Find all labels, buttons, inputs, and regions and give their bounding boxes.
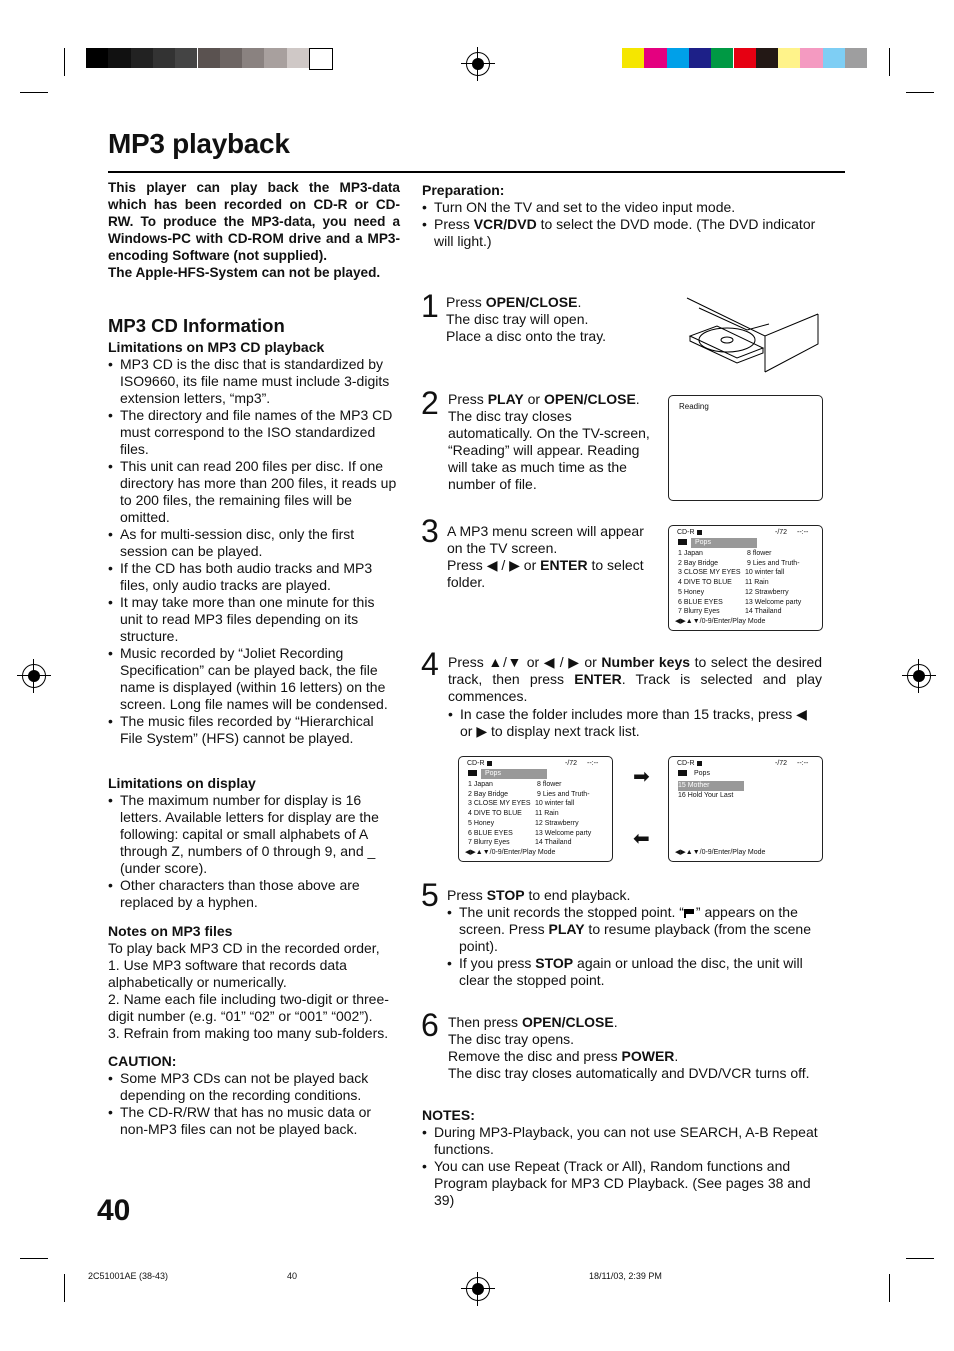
color-swatch — [287, 48, 309, 68]
color-swatch — [734, 48, 756, 68]
caution-list — [108, 1070, 400, 1138]
track-item: 8 flower — [747, 550, 772, 557]
color-swatch — [242, 48, 264, 68]
list-item: • The maximum number for display is 16 letters. Available letters for display are the following: capital or small alphabets of A through Z, numbers of 0 through 9, and _ (under score). — [108, 792, 400, 877]
folder-name: Pops — [694, 770, 710, 777]
track-count: -/72 — [565, 760, 578, 767]
screen-controls-hint: ◀▶▲▼/0-9/Enter/Play Mode — [675, 849, 766, 856]
caution — [108, 1053, 400, 1138]
disc-label: CD-R — [677, 529, 695, 536]
color-swatch — [264, 48, 286, 68]
list-item: 1. Use MP3 software that records data alphabetically or numerically. — [108, 957, 347, 990]
color-swatch — [778, 48, 800, 68]
color-swatch — [756, 48, 778, 68]
track-item: 4 DIVE TO BLUE — [678, 579, 732, 587]
registration-target-icon — [466, 1277, 490, 1301]
crop-mark — [889, 48, 890, 76]
tv-screen-reading — [668, 395, 823, 501]
crop-mark — [64, 1274, 65, 1302]
notes-mp3-heading: Notes on MP3 files — [108, 923, 233, 939]
crop-mark — [20, 1258, 48, 1259]
track-item: 11 Rain — [745, 579, 769, 587]
color-swatch — [800, 48, 822, 68]
color-swatch — [644, 48, 666, 68]
color-swatch — [689, 48, 711, 68]
time-display: --:-- — [797, 529, 809, 536]
step-3-text: A MP3 menu screen will appear on the TV screen. Press ◀ / ▶ or ENTER to select folder. — [447, 523, 644, 590]
folder-name: Pops — [691, 538, 757, 548]
track-item: 10 winter fall — [535, 800, 575, 808]
color-swatch — [220, 48, 242, 68]
step-number: 6 — [421, 1007, 439, 1043]
track-item: 2 Bay Bridge — [678, 559, 719, 567]
track-count: -/72 — [775, 760, 788, 767]
track-item: 2 Bay Bridge — [468, 790, 509, 798]
step-4-text: Press ▲/▼ or ◀ / ▶ or Number keys to select the desired track, then press ENTER. Track is selected and play commences. • In case the folder includes more than 15 tracks, press ◀ or ▶ to display next track list. — [448, 654, 822, 740]
track-item: 5 Honey — [468, 819, 495, 827]
tv-screen-track-list — [458, 756, 613, 862]
crop-mark — [889, 1274, 890, 1302]
notes-mp3-files — [108, 923, 400, 1042]
step-2-text: Press PLAY or OPEN/CLOSE. The disc tray closes automatically. On the TV-screen, “Reading” will appear. Reading will take as much time as the number of file. — [448, 391, 650, 492]
track-item: 4 DIVE TO BLUE — [468, 810, 522, 818]
color-swatch — [845, 48, 867, 68]
preparation-item: • Press VCR/DVD to select the DVD mode. (The DVD indicator will light.) — [422, 216, 822, 250]
page-number: 40 — [97, 1194, 131, 1227]
step-number: 2 — [421, 385, 439, 421]
registration-target-icon — [22, 664, 46, 688]
note-item: • During MP3-Playback, you can not use SEARCH, A-B Repeat functions. — [422, 1124, 824, 1158]
color-swatch — [86, 48, 108, 68]
track-item: 13 Welcome party — [535, 829, 592, 837]
preparation-heading: Preparation: — [422, 182, 505, 198]
limitations-display — [108, 775, 400, 911]
arrow-right-icon: ➡ — [633, 766, 650, 788]
step-6-text: Then press OPEN/CLOSE. The disc tray opens. Remove the disc and press POWER. The disc tray closes automatically and DVD/VCR turns off. — [448, 1014, 810, 1081]
track-item: 7 Blurry Eyes — [678, 608, 720, 616]
stop-square-icon — [487, 761, 492, 766]
list-item: • The CD-R/RW that has no music data or non-MP3 files can not be played back. — [108, 1104, 400, 1138]
preparation-item: • Turn ON the TV and set to the video input mode. — [422, 199, 822, 216]
caution-heading: CAUTION: — [108, 1053, 177, 1069]
track-item: 6 BLUE EYES — [678, 598, 723, 606]
list-item: • The directory and file names of the MP3 CD must correspond to the ISO standardized files. — [108, 407, 400, 458]
tv-screen-next-tracks — [668, 756, 823, 862]
list-item: • It may take more than one minute for this unit to read MP3 files depending on its structure. — [108, 594, 400, 645]
track-item: 9 Lies and Truth- — [537, 790, 590, 798]
track-item: 15 Mother — [678, 781, 744, 791]
color-swatch — [309, 48, 333, 70]
color-swatch — [823, 48, 845, 68]
intro-text — [108, 179, 400, 281]
folder-name: Pops — [481, 769, 547, 779]
reading-label: Reading — [679, 402, 709, 411]
page-title: MP3 playback — [108, 128, 290, 159]
step-5-bullet: • If you press STOP again or unload the disc, the unit will clear the stopped point. — [447, 955, 822, 989]
track-item: 16 Hold Your Last — [678, 792, 734, 799]
time-display: --:-- — [587, 760, 599, 767]
time-display: --:-- — [797, 760, 809, 767]
folder-icon — [678, 770, 687, 776]
footer-job-code: 2C51001AE (38-43) — [88, 1271, 169, 1281]
stop-point-icon — [684, 909, 696, 918]
track-item: 8 flower — [537, 781, 562, 788]
list-item: • As for multi-session disc, only the first session can be played. — [108, 526, 400, 560]
preparation — [422, 182, 822, 250]
list-item: 2. Name each file including two-digit or three-digit number (e.g. “01” “02” or “001” “002”). — [108, 991, 389, 1024]
track-item: 11 Rain — [535, 810, 559, 818]
track-item: 5 Honey — [678, 588, 705, 596]
list-item: • MP3 CD is the disc that is standardized by ISO9660, its file name must include 3-digits extension letters, “mp3”. — [108, 356, 400, 407]
section-title: MP3 CD Information — [108, 315, 285, 336]
limitations-playback — [108, 339, 400, 747]
list-item: • Other characters than those above are replaced by a hyphen. — [108, 877, 400, 911]
intro-paragraph: This player can play back the MP3-data which has been recorded on CD-R or CD-RW. To produce the MP3-data, you need a Windows-PC with CD-ROM drive and a MP3-encoding Software (not supplied). — [108, 180, 400, 263]
track-item: 10 winter fall — [745, 569, 785, 577]
color-swatch — [622, 48, 644, 68]
list-item: • Music recorded by “Joliet Recording Specification” can be played back, the file name is displayed (within 16 letters) on the screen. Long file names will be condensed. — [108, 645, 400, 713]
stop-square-icon — [697, 761, 702, 766]
intro-hfs-note: The Apple-HFS-System can not be played. — [108, 265, 381, 280]
list-item: • The music files recorded by “Hierarchical File System” (HFS) cannot be played. — [108, 713, 400, 747]
crop-mark — [906, 1258, 934, 1259]
list-item: 3. Refrain from making too many sub-folders. — [108, 1025, 389, 1041]
screen-controls-hint: ◀▶▲▼/0-9/Enter/Play Mode — [675, 618, 766, 625]
folder-icon — [678, 539, 687, 545]
list-item: • If the CD has both audio tracks and MP3 files, only audio tracks are played. — [108, 560, 400, 594]
note-item: • You can use Repeat (Track or All), Random functions and Program playback for MP3 CD Playback. (See pages 38 and 39) — [422, 1158, 824, 1209]
track-item: 9 Lies and Truth- — [747, 559, 800, 567]
disc-label: CD-R — [467, 760, 485, 767]
tv-screen-mp3-menu — [668, 525, 823, 631]
notes — [422, 1107, 824, 1209]
step-5-text: Press STOP to end playback. • The unit records the stopped point. “ ” appears on the screen. Press PLAY to resume playback (from the scene point). • If you press STOP again or unload the disc, the unit will clear the stopped point. — [447, 887, 822, 989]
track-item: 1 Japan — [468, 781, 493, 788]
step-number: 1 — [421, 288, 439, 324]
track-item: 12 Strawberry — [535, 819, 579, 827]
step-4-bullet: • In case the folder includes more than 15 tracks, press ◀ or ▶ to display next track list. — [448, 706, 822, 740]
color-swatch — [198, 48, 220, 68]
color-swatch — [667, 48, 689, 68]
color-swatch — [131, 48, 153, 68]
registration-target-icon — [907, 664, 931, 688]
track-item: 7 Blurry Eyes — [468, 839, 510, 847]
color-swatch — [711, 48, 733, 68]
disc-label: CD-R — [677, 760, 695, 767]
arrow-left-icon: ⬅ — [633, 828, 650, 850]
limitations-display-heading: Limitations on display — [108, 775, 256, 791]
limitations-playback-heading: Limitations on MP3 CD playback — [108, 339, 325, 355]
list-item: • This unit can read 200 files per disc. If one directory has more than 200 files, it reads up to 200 files, the remaining files will be omitted. — [108, 458, 400, 526]
step-number: 5 — [421, 877, 439, 913]
crop-mark — [20, 92, 48, 93]
crop-mark — [64, 48, 65, 76]
color-swatch — [175, 48, 197, 68]
crop-mark — [906, 92, 934, 93]
footer-page: 40 — [287, 1271, 298, 1281]
step-5-bullet: • The unit records the stopped point. “ ” appears on the screen. Press PLAY to resume playback (from the scene point). — [447, 904, 822, 955]
registration-target-icon — [466, 52, 490, 76]
screen-controls-hint: ◀▶▲▼/0-9/Enter/Play Mode — [465, 849, 556, 856]
footer-date: 18/11/03, 2:39 PM — [589, 1271, 662, 1281]
title-rule — [108, 171, 845, 173]
track-count: -/72 — [775, 529, 788, 536]
folder-icon — [468, 770, 477, 776]
step-number: 4 — [421, 646, 439, 682]
track-item: 13 Welcome party — [745, 598, 802, 606]
notes-mp3-list — [108, 957, 400, 1042]
track-item: 12 Strawberry — [745, 588, 789, 596]
limitations-display-list — [108, 792, 400, 911]
limitations-playback-list — [108, 356, 400, 747]
disc-tray-illustration — [685, 296, 820, 374]
stop-square-icon — [697, 530, 702, 535]
step-1-text: Press OPEN/CLOSE. The disc tray will open. Place a disc onto the tray. — [446, 294, 607, 344]
track-item: 14 Thailand — [745, 608, 782, 616]
color-swatch — [108, 48, 130, 68]
track-item: 14 Thailand — [535, 839, 572, 847]
track-item: 1 Japan — [678, 550, 703, 557]
notes-mp3-lead: To play back MP3 CD in the recorded order, — [108, 940, 380, 956]
list-item: • Some MP3 CDs can not be played back depending on the recording conditions. — [108, 1070, 400, 1104]
step-number: 3 — [421, 513, 439, 549]
track-item: 3 CLOSE MY EYES — [468, 800, 531, 808]
color-swatch — [153, 48, 175, 68]
track-item: 3 CLOSE MY EYES — [678, 569, 741, 577]
notes-heading: NOTES: — [422, 1107, 475, 1123]
track-item: 6 BLUE EYES — [468, 829, 513, 837]
